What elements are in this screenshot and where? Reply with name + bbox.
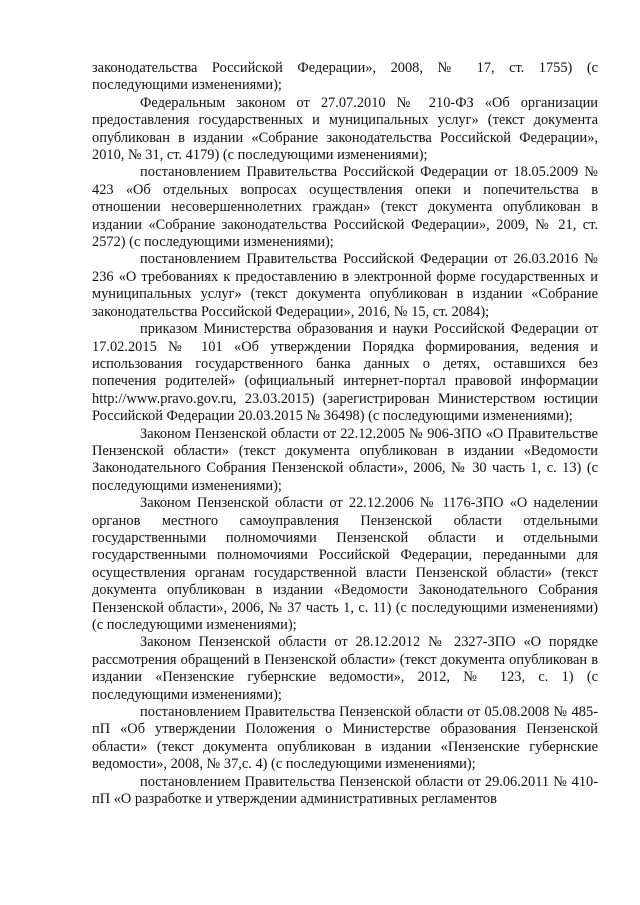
document-page: [92, 60, 598, 808]
paragraph-law-1176: Законом Пензенской области от 22.12.2006 № 1176-ЗПО «О наделении органов местного самоуправления Пензенской области отдельными государственными полномочиями Пензенской области и отдельными государственными полномочиями Российской Федерации, переданными для осуществления органам государственной власти Пензенской области» (текст документа опубликован в издании «Ведомости Законодательного Собрания Пензенской области», 2006, № 37 часть 1, с. 11) (с последующими изменениями) (с последующими изменениями);: [92, 495, 598, 633]
paragraph-law-906: Законом Пензенской области от 22.12.2005 № 906-ЗПО «О Правительстве Пензенской области» (текст документа опубликован в издании «Ведомости Законодательного Собрания Пензенской области», 2006, № 30 часть 1, с. 13) (с последующими изменениями);: [92, 425, 598, 494]
paragraph-federal-law-210: Федеральным законом от 27.07.2010 № 210-ФЗ «Об организации предоставления государственных и муниципальных услуг» (текст документа опубликован в издании «Собрание законодательства Российской Федерации», 2010, № 31, ст. 4179) (с последующими изменениями);: [92, 94, 598, 164]
paragraph-decree-485: постановлением Правительства Пензенской области от 05.08.2008 № 485-пП «Об утверждении Положения о Министерстве образования Пензенской области» (текст документа опубликован в издании «Пензенские губернские ведомости», 2008, № 37,с. 4) (с последующими изменениями);: [92, 704, 598, 773]
paragraph-continuation: законодательства Российской Федерации», 2008, № 17, ст. 1755) (с последующими изменениями);: [92, 60, 598, 94]
paragraph-decree-410: постановлением Правительства Пензенской области от 29.06.2011 № 410-пП «О разработке и утверждении административных регламентов: [92, 773, 598, 808]
paragraph-decree-236: постановлением Правительства Российской Федерации от 26.03.2016 № 236 «О требованиях к предоставлению в электронной форме государственных и муниципальных услуг» (текст документа опубликован в издании «Собрание законодательства Российской Федерации», 2016, № 15, ст. 2084);: [92, 251, 598, 320]
paragraph-law-2327: Законом Пензенской области от 28.12.2012 № 2327-ЗПО «О порядке рассмотрения обращений в Пензенской области» (текст документа опубликован в издании «Пензенские губернские ведомости», 2012, № 123, с. 1) (с последующими изменениями);: [92, 634, 598, 703]
paragraph-order-101: приказом Министерства образования и науки Российской Федерации от 17.02.2015 № 101 «Об утверждении Порядка формирования, ведения и использования государственного банка данных о детях, оставшихся без попечения родителей» (официальный интернет-портал правовой информации http://www.pravo.gov.ru, 23.03.2015) (зарегистрирован Министерством юстиции Российской Федерации 20.03.2015 № 36498) (с последующими изменениями);: [92, 321, 598, 425]
paragraph-decree-423: постановлением Правительства Российской Федерации от 18.05.2009 № 423 «Об отдельных вопросах осуществления опеки и попечительства в отношении несовершеннолетних граждан» (текст документа опубликован в издании «Собрание законодательства Российской Федерации», 2009, № 21, ст. 2572) (с последующими изменениями);: [92, 164, 598, 251]
